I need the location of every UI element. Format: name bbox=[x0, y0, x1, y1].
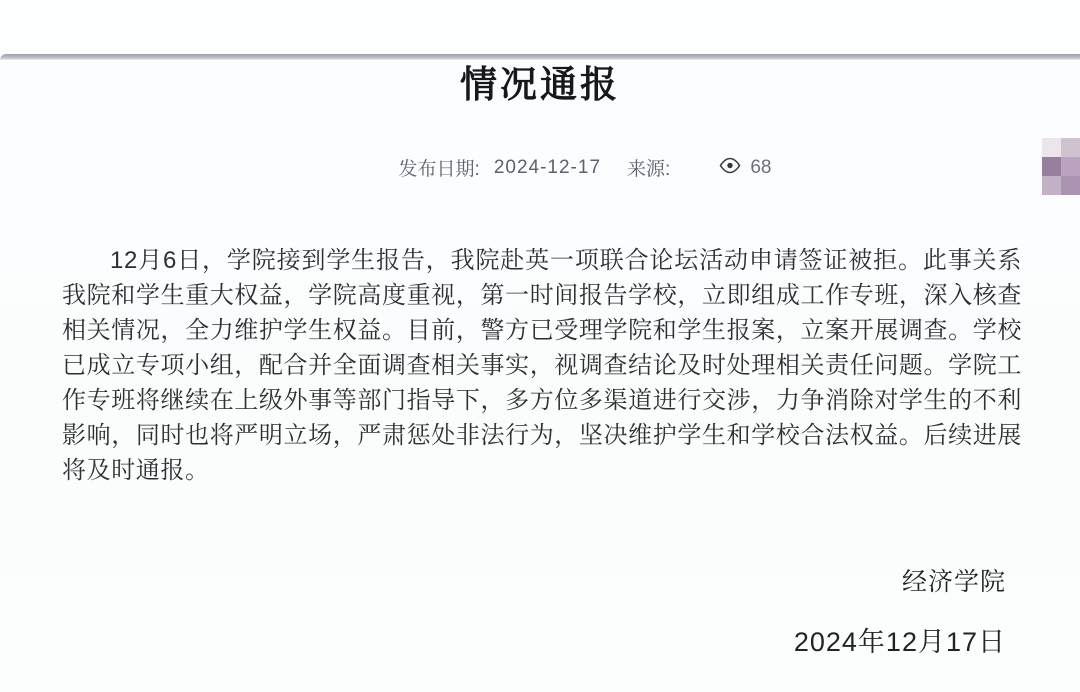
signature-date: 2024年12月17日 bbox=[793, 627, 1006, 657]
notice-title: 情况通报 bbox=[460, 64, 620, 105]
eye-icon bbox=[718, 157, 742, 174]
publish-date-label: 发布日期: bbox=[398, 159, 480, 180]
views-counter bbox=[718, 157, 771, 179]
views-count: 68 bbox=[750, 156, 772, 178]
signature-org: 经济学院 bbox=[901, 568, 1006, 596]
publish-date-value: 2024-12-17 bbox=[493, 156, 602, 178]
pixelated-redaction bbox=[1042, 138, 1080, 195]
notice-body: 12月6日，学院接到学生报告，我院赴英一项联合论坛活动申请签证被拒。此事关系我院和学生重大权益，学院高度重视，第一时间报告学校，立即组成工作专班，深入核查相关情况，全力维护学生权益。目前，警方已受理学院和学生报案，立案开展调查。学校已成立专项小组，配合并全面调查相关事实，视调查结论及时处理相关责任问题。学院工作专班将继续在上级外事等部门指导下，多方位多渠道进行交涉，力争消除对学生的不利影响，同时也将严明立场，严肃惩处非法行为，坚决维护学生和学校合法权益。后续进展将及时通报。 bbox=[62, 247, 1022, 484]
signature-block bbox=[794, 562, 1006, 659]
notice-page bbox=[0, 54, 1080, 692]
notice-meta-row bbox=[0, 154, 1080, 181]
source-label: 来源: bbox=[627, 159, 671, 180]
top-edge-bar bbox=[0, 54, 1080, 60]
